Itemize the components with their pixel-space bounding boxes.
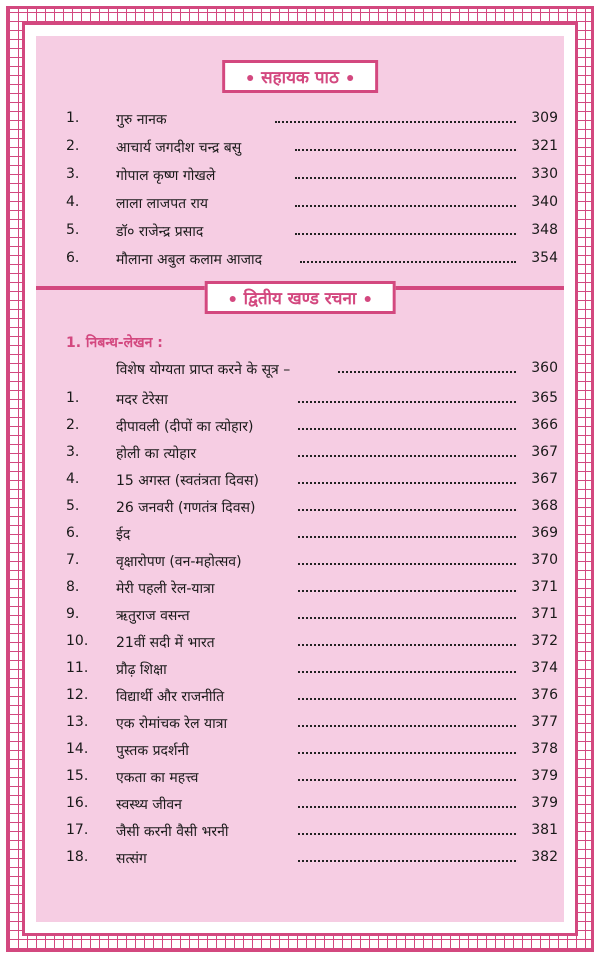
toc-row xyxy=(0,714,600,736)
toc-row xyxy=(0,194,600,216)
toc-row xyxy=(0,687,600,709)
toc-page-number: 366 xyxy=(531,417,558,433)
toc-entry-number: 5. xyxy=(66,498,80,514)
toc-entry-number: 10. xyxy=(66,633,89,649)
toc-page-number: 372 xyxy=(531,633,558,649)
toc-page-number: 340 xyxy=(531,194,558,210)
toc-entry-number: 14. xyxy=(66,741,89,757)
leader-dots xyxy=(298,563,516,565)
bullet-icon xyxy=(364,296,370,302)
leader-dots xyxy=(298,752,516,754)
toc-entry-number: 4. xyxy=(66,471,80,487)
toc-entry-title: विद्यार्थी और राजनीति xyxy=(116,689,225,705)
toc-entry-title: गुरु नानक xyxy=(116,112,167,128)
toc-row xyxy=(0,795,600,817)
toc-entry-title: एक रोमांचक रेल यात्रा xyxy=(116,716,228,732)
toc-entry-number: 2. xyxy=(66,417,80,433)
toc-entry-number: 13. xyxy=(66,714,89,730)
toc-entry-number: 16. xyxy=(66,795,89,811)
toc-entry-title: मेरी पहली रेल-यात्रा xyxy=(116,581,215,597)
toc-page-number: 371 xyxy=(531,579,558,595)
toc-entry-title: वृक्षारोपण (वन-महोत्सव) xyxy=(116,554,242,570)
toc-entry-number: 17. xyxy=(66,822,89,838)
toc-row xyxy=(0,138,600,160)
leader-dots xyxy=(298,617,516,619)
toc-row xyxy=(0,444,600,466)
toc-entry-title: डॉ० राजेन्द्र प्रसाद xyxy=(116,224,204,240)
toc-entry-title: जैसी करनी वैसी भरनी xyxy=(116,824,229,840)
toc-entry-title: गोपाल कृष्ण गोखले xyxy=(116,168,216,184)
leader-dots xyxy=(298,671,516,673)
toc-entry-number: 7. xyxy=(66,552,80,568)
toc-row xyxy=(0,250,600,272)
toc-entry-title: मदर टेरेसा xyxy=(116,392,168,408)
toc-entry-number: 5. xyxy=(66,222,80,238)
leader-dots xyxy=(298,644,516,646)
toc-row xyxy=(0,390,600,412)
toc-entry-title: ऋतुराज वसन्त xyxy=(116,608,190,624)
toc-entry-title: होली का त्योहार xyxy=(116,446,197,462)
toc-page-number: 367 xyxy=(531,471,558,487)
leader-dots xyxy=(298,536,516,538)
toc-row xyxy=(0,498,600,520)
toc-entry-number: 15. xyxy=(66,768,89,784)
toc-page-number: 321 xyxy=(531,138,558,154)
toc-entry-title: पुस्तक प्रदर्शनी xyxy=(116,743,189,759)
bullet-icon xyxy=(230,296,236,302)
leader-dots xyxy=(295,205,516,207)
toc-page-number: 374 xyxy=(531,660,558,676)
leader-dots xyxy=(298,698,516,700)
toc-page-number: 360 xyxy=(531,360,558,376)
toc-page-number: 379 xyxy=(531,795,558,811)
subheading-nibandh-lekhan: 1. निबन्ध-लेखन : xyxy=(66,335,163,351)
leader-dots xyxy=(295,177,516,179)
toc-page-number: 381 xyxy=(531,822,558,838)
toc-entry-title: दीपावली (दीपों का त्योहार) xyxy=(116,419,254,435)
bullet-icon xyxy=(347,75,353,81)
toc-page-number: 371 xyxy=(531,606,558,622)
toc-entry-number: 6. xyxy=(66,250,80,266)
toc-entry-title: आचार्य जगदीश चन्द्र बसु xyxy=(116,140,242,156)
toc-entry-number: 12. xyxy=(66,687,89,703)
toc-entry-number: 1. xyxy=(66,390,80,406)
toc-row xyxy=(0,741,600,763)
section-heading-dwitiya-khand: द्वितीय खण्ड रचना xyxy=(205,281,396,314)
toc-row xyxy=(0,660,600,682)
leader-dots xyxy=(298,509,516,511)
toc-entry-number: 4. xyxy=(66,194,80,210)
toc-row xyxy=(0,525,600,547)
leader-dots xyxy=(298,833,516,835)
toc-row xyxy=(0,633,600,655)
leader-dots xyxy=(300,261,516,263)
toc-row-intro xyxy=(0,360,600,382)
toc-row xyxy=(0,471,600,493)
toc-row xyxy=(0,110,600,132)
toc-entry-number: 18. xyxy=(66,849,89,865)
toc-page-number: 378 xyxy=(531,741,558,757)
toc-row xyxy=(0,417,600,439)
toc-page-number: 377 xyxy=(531,714,558,730)
leader-dots xyxy=(298,455,516,457)
leader-dots xyxy=(298,860,516,862)
toc-entry-title: ईद xyxy=(116,527,131,543)
toc-page-number: 354 xyxy=(531,250,558,266)
toc-entry-title: 15 अगस्त (स्वतंत्रता दिवस) xyxy=(116,473,259,489)
toc-row xyxy=(0,552,600,574)
toc-entry-number: 8. xyxy=(66,579,80,595)
toc-row xyxy=(0,166,600,188)
toc-entry-title: विशेष योग्यता प्राप्त करने के सूत्र – xyxy=(116,362,291,378)
toc-page-number: 330 xyxy=(531,166,558,182)
toc-entry-number: 1. xyxy=(66,110,80,126)
leader-dots xyxy=(298,779,516,781)
toc-entry-number: 9. xyxy=(66,606,80,622)
toc-page-number: 367 xyxy=(531,444,558,460)
leader-dots xyxy=(275,121,516,123)
toc-entry-title: 26 जनवरी (गणतंत्र दिवस) xyxy=(116,500,256,516)
toc-entry-number: 11. xyxy=(66,660,89,676)
toc-entry-title: मौलाना अबुल कलाम आजाद xyxy=(116,252,263,268)
leader-dots xyxy=(338,371,516,373)
toc-entry-title: लाला लाजपत राय xyxy=(116,196,209,212)
toc-row xyxy=(0,579,600,601)
leader-dots xyxy=(298,590,516,592)
toc-row xyxy=(0,606,600,628)
leader-dots xyxy=(298,482,516,484)
leader-dots xyxy=(298,428,516,430)
toc-page-number: 365 xyxy=(531,390,558,406)
toc-entry-number: 6. xyxy=(66,525,80,541)
toc-entry-number: 3. xyxy=(66,166,80,182)
toc-entry-title: प्रौढ़ शिक्षा xyxy=(116,662,167,678)
section-heading-sahayak-path: सहायक पाठ xyxy=(222,60,378,93)
toc-row xyxy=(0,222,600,244)
toc-entry-title: स्वस्थ्य जीवन xyxy=(116,797,182,813)
toc-entry-title: 21वीं सदी में भारत xyxy=(116,635,215,651)
toc-row xyxy=(0,822,600,844)
toc-entry-title: एकता का महत्त्व xyxy=(116,770,199,786)
toc-page-number: 376 xyxy=(531,687,558,703)
leader-dots xyxy=(295,149,516,151)
toc-entry-number: 2. xyxy=(66,138,80,154)
toc-row xyxy=(0,768,600,790)
leader-dots xyxy=(298,806,516,808)
leader-dots xyxy=(295,233,516,235)
toc-page-number: 369 xyxy=(531,525,558,541)
leader-dots xyxy=(298,401,516,403)
toc-entry-number: 3. xyxy=(66,444,80,460)
toc-page-number: 370 xyxy=(531,552,558,568)
toc-entry-title: सत्संग xyxy=(116,851,147,867)
toc-page-number: 309 xyxy=(531,110,558,126)
toc-page-number: 368 xyxy=(531,498,558,514)
toc-page-number: 348 xyxy=(531,222,558,238)
toc-page-number: 382 xyxy=(531,849,558,865)
bullet-icon xyxy=(247,75,253,81)
toc-row xyxy=(0,849,600,871)
leader-dots xyxy=(298,725,516,727)
toc-page-number: 379 xyxy=(531,768,558,784)
